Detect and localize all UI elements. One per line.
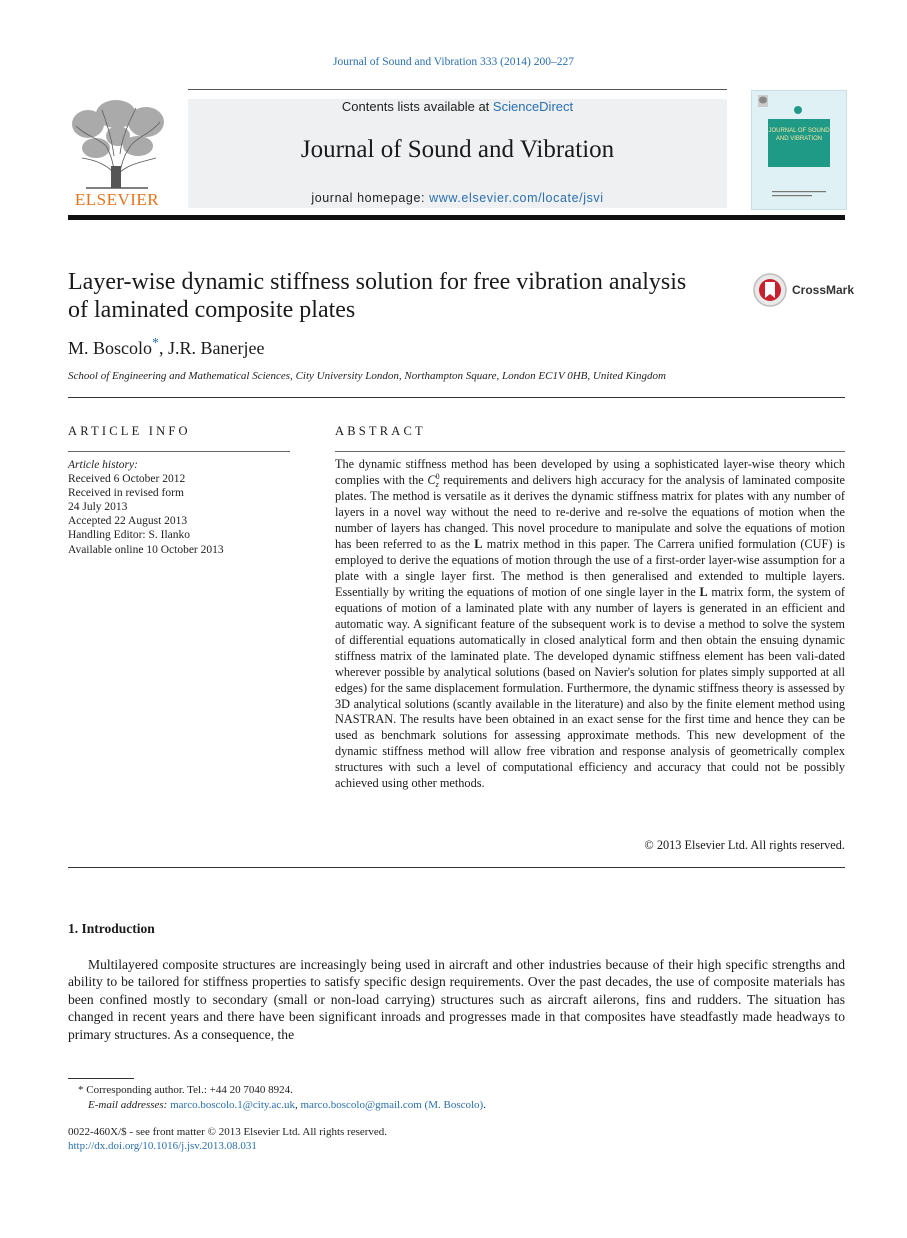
- author-name[interactable]: J.R. Banerjee: [168, 338, 265, 358]
- email-label: E-mail addresses:: [88, 1099, 168, 1111]
- author-list: [68, 338, 264, 359]
- sciencedirect-link[interactable]: ScienceDirect: [492, 99, 574, 114]
- abstract-part: The dynamic stiffness method has been developed by using a sophisticated layer-wise theory which complies with the: [335, 457, 845, 487]
- abstract-rule: [335, 451, 845, 452]
- introduction-heading: 1. Introduction: [68, 921, 155, 936]
- affiliation: School of Engineering and Mathematical Sciences, City University London, Northampton Square, London EC1V 0HB, United Kingdom: [68, 370, 666, 382]
- article-history: [68, 458, 290, 557]
- header-thick-rule: [68, 215, 845, 220]
- author-name[interactable]: M. Boscolo: [68, 338, 153, 358]
- homepage-line: [188, 191, 727, 205]
- footnote-mark: *: [78, 1084, 84, 1096]
- history-item: Received 6 October 2012: [68, 473, 186, 486]
- journal-title: Journal of Sound and Vibration: [300, 136, 615, 163]
- email-footnote: [88, 1099, 486, 1111]
- l-matrix-symbol: L: [474, 536, 483, 551]
- cover-emblem-icon: [792, 105, 804, 115]
- cover-title: JOURNAL OF SOUND AND VIBRATION: [768, 128, 830, 142]
- email-link[interactable]: marco.boscolo.1@city.ac.uk: [170, 1099, 295, 1111]
- introduction-paragraph: Multilayered composite structures are increasingly being used in aircraft and other industries because of their high specific strengths and ability to be tailored for stiffness properties to satisfy specific design requirements. Over the past decades, the use of composite materials has been confined mostly to secondary (small or non-load carrying) structures such as aircraft ailerons, fins and rudders. The situation has changed in recent years and there have been significant inroads and progresses made in that composites have steadfastly made headways to primary structures. As a consequence, the: [68, 957, 845, 1042]
- email-separator: ,: [294, 1099, 301, 1111]
- email-link[interactable]: marco.boscolo@gmail.com (M. Boscolo): [300, 1099, 484, 1111]
- article-title: Layer-wise dynamic stiffness solution for free vibration analysis of laminated composite plates: [68, 269, 687, 323]
- history-item: Available online 10 October 2013: [68, 543, 224, 556]
- history-item: Handling Editor: S. Ilanko: [68, 529, 191, 542]
- abstract-text: [335, 457, 845, 792]
- abstract-heading: ABSTRACT: [335, 424, 426, 438]
- abstract-bottom-rule: [68, 867, 845, 868]
- journal-cover-thumbnail[interactable]: [751, 90, 847, 210]
- crossmark-icon[interactable]: [752, 272, 790, 308]
- contents-prefix: Contents lists available at: [341, 99, 490, 114]
- history-item: Accepted 22 August 2013: [68, 515, 188, 528]
- article-info-rule: [68, 451, 290, 452]
- l-matrix-symbol: L: [699, 584, 708, 599]
- header-top-rule: [188, 89, 727, 90]
- journal-citation[interactable]: Journal of Sound and Vibration 333 (2014) 200–227: [333, 56, 574, 68]
- email-end: .: [483, 1099, 486, 1111]
- footnote-rule: [68, 1078, 134, 1079]
- journal-homepage-link[interactable]: www.elsevier.com/locate/jsvi: [429, 191, 604, 205]
- cover-footer-lines-icon: [772, 191, 826, 199]
- doi-link[interactable]: http://dx.doi.org/10.1016/j.jsv.2013.08.031: [68, 1140, 257, 1152]
- author-separator: ,: [159, 338, 169, 358]
- homepage-prefix: journal homepage:: [311, 191, 426, 205]
- footnote-text: Corresponding author. Tel.: +44 20 7040 8924.: [83, 1084, 293, 1096]
- corresponding-author-mark[interactable]: *: [152, 336, 160, 351]
- history-item: Received in revised form: [68, 487, 184, 500]
- abstract-part: matrix method in this paper. The Carrera unified formulation (CUF) is employed to derive the equations of motion through the use of a first-order layer-wise assumption for a plate with a single layer first. The method is then generalised and extended to multiple layers. Essentially by writing the equations of motion of one single layer in the: [335, 536, 845, 599]
- c-zero-z-symbol: C 0 z: [427, 472, 440, 490]
- crossmark-label[interactable]: CrossMark: [792, 283, 855, 297]
- abstract-copyright: © 2013 Elsevier Ltd. All rights reserved.: [644, 838, 845, 852]
- contents-line: [188, 99, 727, 114]
- abstract-part: requirements and delivers high accuracy for the analysis of laminated composite plates. The method is versatile as it derives the dynamic stiffness matrix for plates with any number of layers in a novel way without the need to re-derive and re-solve the equations of motion when the number of layers has changed. This novel procedure to manipulate and solve the equations of motion has been referred to as the: [335, 472, 845, 551]
- elsevier-wordmark: ELSEVIER: [74, 190, 160, 209]
- history-label: Article history:: [68, 459, 138, 471]
- article-info-heading: ARTICLE INFO: [68, 424, 191, 438]
- history-item: 24 July 2013: [68, 501, 128, 514]
- title-block-rule: [68, 397, 845, 398]
- corresponding-author-footnote: [78, 1084, 293, 1096]
- front-matter-line: 0022-460X/$ - see front matter © 2013 Elsevier Ltd. All rights reserved.: [68, 1126, 388, 1138]
- abstract-part: matrix form, the system of equations of motion of a laminated plate with any number of layers is generated in an efficient and automatic way. A significant feature of the subsequent work is to devise a method to solve the system of differential equations automatically in closed analytical form and then obtain the ensuing dynamic stiffness matrix of the laminated plate. The developed dynamic stiffness element has been vali-dated wherever possible by analytical solutions (based on Navier's solution for plates simply supported at all edges) for the same displacement formulation. Furthermore, the dynamic stiffness theory is assessed by 3D analytical solutions (scantly available in the literature) and also by the finite element method using NASTRAN. The results have been obtained in an exact sense for the first time and hence they can be used as benchmark solutions for assessing approximate methods. This new development of the dynamic stiffness method will allow free vibration and response analysis of geometrically complex structures with such a level of computational efficiency and accuracy that could not be possibly achieved using other methods.: [335, 584, 845, 791]
- elsevier-mini-icon: [758, 95, 768, 107]
